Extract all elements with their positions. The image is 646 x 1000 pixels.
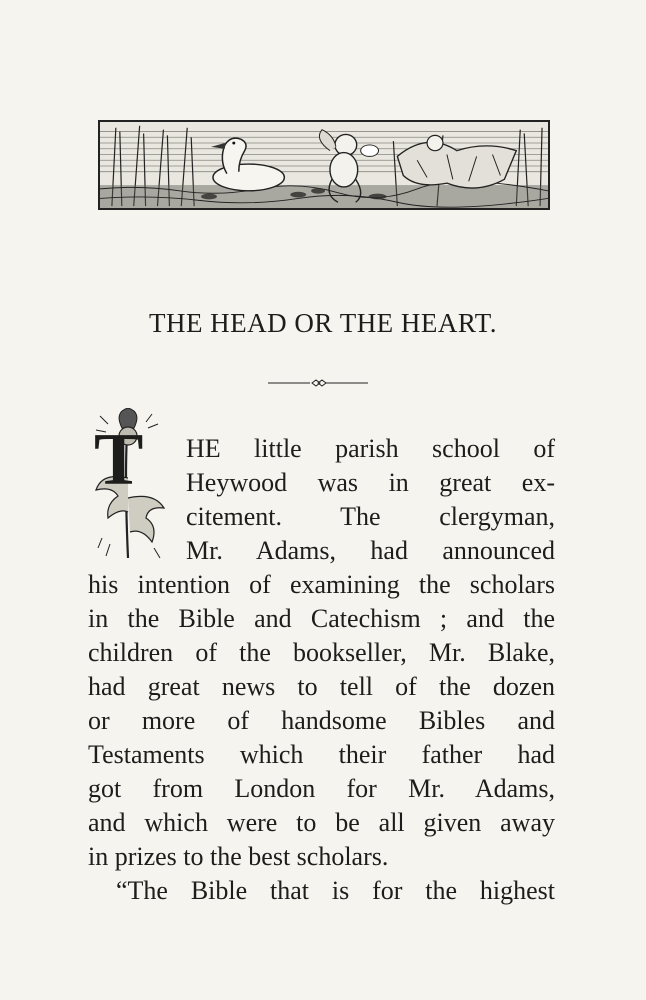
duck-and-cherub-illustration [100, 122, 548, 208]
duck-icon [211, 138, 284, 191]
text-line: in the Bible and Catechism ; and the [88, 604, 555, 633]
text-line: got from London for Mr. Adams, [88, 774, 555, 803]
svg-text:T: T [94, 419, 144, 501]
text-line: children of the bookseller, Mr. Blake, [88, 638, 555, 667]
text-line: Mr. Adams, had announced [186, 536, 555, 565]
text-line: HE little parish school of [186, 434, 555, 463]
drop-cap [88, 408, 180, 564]
header-engraving [98, 120, 550, 210]
ornamental-rule [268, 378, 368, 388]
thistle-initial-icon [88, 408, 180, 564]
text-line: his intention of examining the scholars [88, 570, 555, 599]
text-line: had great news to tell of the dozen [88, 672, 555, 701]
chapter-title: THE HEAD OR THE HEART. [148, 308, 498, 338]
text-line: Testaments which their father had [88, 740, 555, 769]
indented-lines [186, 432, 555, 568]
text-line: and which were to be all given away [88, 808, 555, 837]
text-line: or more of handsome Bibles and [88, 706, 555, 735]
text-line: “The Bible that is for the highest [116, 876, 555, 905]
text-line: in prizes to the best scholars. [88, 842, 389, 871]
text-line: citement. The clergyman, [186, 502, 555, 531]
text-line: Heywood was in great ex- [186, 468, 555, 497]
body-text [88, 568, 555, 908]
